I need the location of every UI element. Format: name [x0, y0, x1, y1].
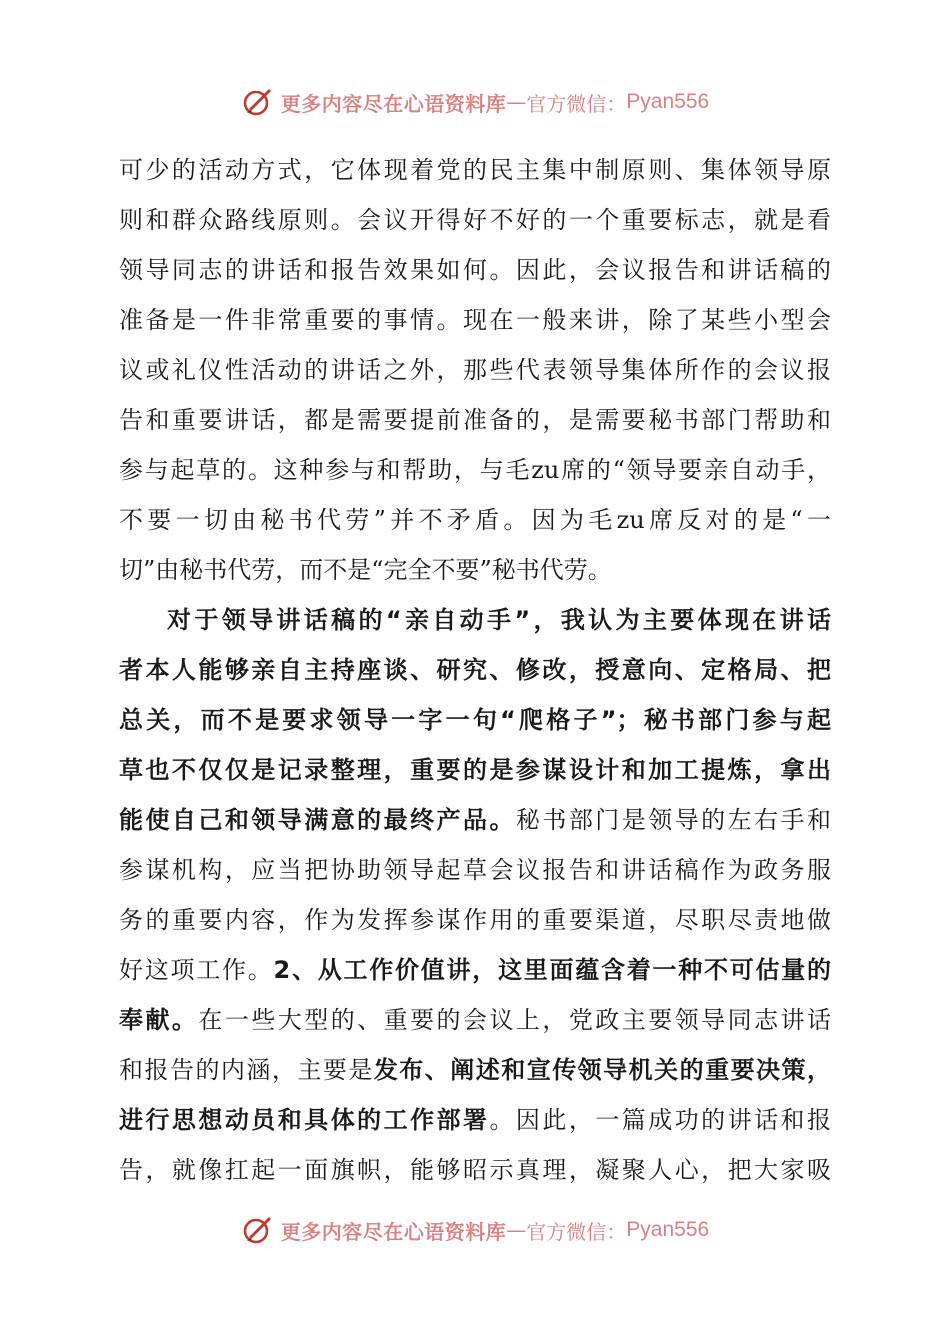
- text-line: [119, 1145, 831, 1195]
- text-segment: 领导同志的讲话和报告效果如何。因此，会议报告和讲话稿的: [119, 256, 831, 284]
- pen-logo-icon: [241, 1213, 275, 1247]
- text-line: [119, 1095, 831, 1145]
- banner-wechat-label: 官方微信：: [526, 91, 627, 116]
- text-line: [119, 695, 831, 745]
- banner-text: 更多内容尽在心语资料库: [280, 91, 507, 116]
- text-line: [119, 445, 831, 495]
- text-segment: 和报告的内涵，主要是: [119, 1056, 374, 1084]
- banner-wechat-id: Pyan556: [626, 90, 710, 113]
- text-line: [119, 145, 831, 195]
- banner-wechat-id: Pyan556: [626, 1218, 710, 1241]
- banner-separator: —: [506, 1218, 527, 1242]
- text-segment: 切”由秘书代劳，而不是“完全不要”秘书代劳。: [119, 556, 612, 584]
- pen-logo-icon: [241, 85, 275, 119]
- header-banner: [0, 80, 950, 124]
- text-segment: 告，就像扛起一面旗帜，能够昭示真理，凝聚人心，把大家吸: [119, 1156, 831, 1184]
- text-line: [119, 495, 831, 545]
- text-segment: 好这项工作。: [119, 956, 274, 984]
- banner-wechat-label: 官方微信：: [526, 1219, 627, 1244]
- text-line: [119, 395, 831, 445]
- text-line: [119, 745, 831, 795]
- banner-separator: —: [506, 90, 527, 114]
- text-segment: 在一些大型的、重要的会议上，党政主要领导同志讲话: [198, 1006, 831, 1034]
- bold-text-segment: 者本人能够亲自主持座谈、研究、修改，授意向、定格局、把: [119, 656, 831, 684]
- text-segment: 可少的活动方式，它体现着党的民主集中制原则、集体领导原: [119, 156, 831, 184]
- text-line: [119, 895, 831, 945]
- banner-text: 更多内容尽在心语资料库: [280, 1219, 507, 1244]
- text-segment: 告和重要讲话，都是需要提前准备的，是需要秘书部门帮助和: [119, 406, 831, 434]
- text-line: [119, 245, 831, 295]
- footer-banner: [0, 1208, 950, 1252]
- text-segment: 则和群众路线原则。会议开得好不好的一个重要标志，就是看: [119, 206, 831, 234]
- text-line: [119, 645, 831, 695]
- text-segment: 参与起草的。这种参与和帮助，与毛zu席的“领导要亲自动手，: [119, 456, 831, 484]
- text-segment: 不要一切由秘书代劳”并不矛盾。因为毛zu席反对的是“一: [119, 506, 831, 534]
- text-line: [119, 795, 831, 845]
- text-line: [119, 1045, 831, 1095]
- bold-text-segment: 2、从工作价值讲，这里面蕴含着一种不可估量的: [273, 956, 831, 984]
- bold-text-segment: 能使自己和领导满意的最终产品。: [119, 806, 516, 834]
- bold-text-segment: 发布、阐述和宣传领导机关的重要决策，: [373, 1056, 831, 1084]
- text-segment: 。因此，一篇成功的讲话和报: [489, 1106, 831, 1134]
- bold-text-segment: 对于领导讲话稿的“亲自动手”，我认为主要体现在讲话: [167, 606, 831, 634]
- text-line: [119, 345, 831, 395]
- text-segment: 参谋机构，应当把协助领导起草会议报告和讲话稿作为政务服: [119, 856, 831, 884]
- bold-text-segment: 进行思想动员和具体的工作部署: [119, 1106, 490, 1134]
- bold-text-segment: 草也不仅仅是记录整理，重要的是参谋设计和加工提炼，拿出: [119, 756, 831, 784]
- text-line: [119, 195, 831, 245]
- bold-text-segment: 奉献。: [119, 1006, 199, 1034]
- text-line: [119, 545, 831, 595]
- text-line: [119, 945, 831, 995]
- bold-text-segment: 总关，而不是要求领导一字一句“爬格子”；秘书部门参与起: [119, 706, 831, 734]
- text-line: [119, 595, 831, 645]
- text-segment: 议或礼仪性活动的讲话之外，那些代表领导集体所作的会议报: [119, 356, 831, 384]
- text-segment: 务的重要内容，作为发挥参谋作用的重要渠道，尽职尽责地做: [119, 906, 831, 934]
- document-body: [119, 145, 831, 1195]
- text-line: [119, 295, 831, 345]
- text-line: [119, 845, 831, 895]
- text-segment: 秘书部门是领导的左右手和: [515, 806, 831, 834]
- text-segment: 准备是一件非常重要的事情。现在一般来讲，除了某些小型会: [119, 306, 831, 334]
- text-line: [119, 995, 831, 1045]
